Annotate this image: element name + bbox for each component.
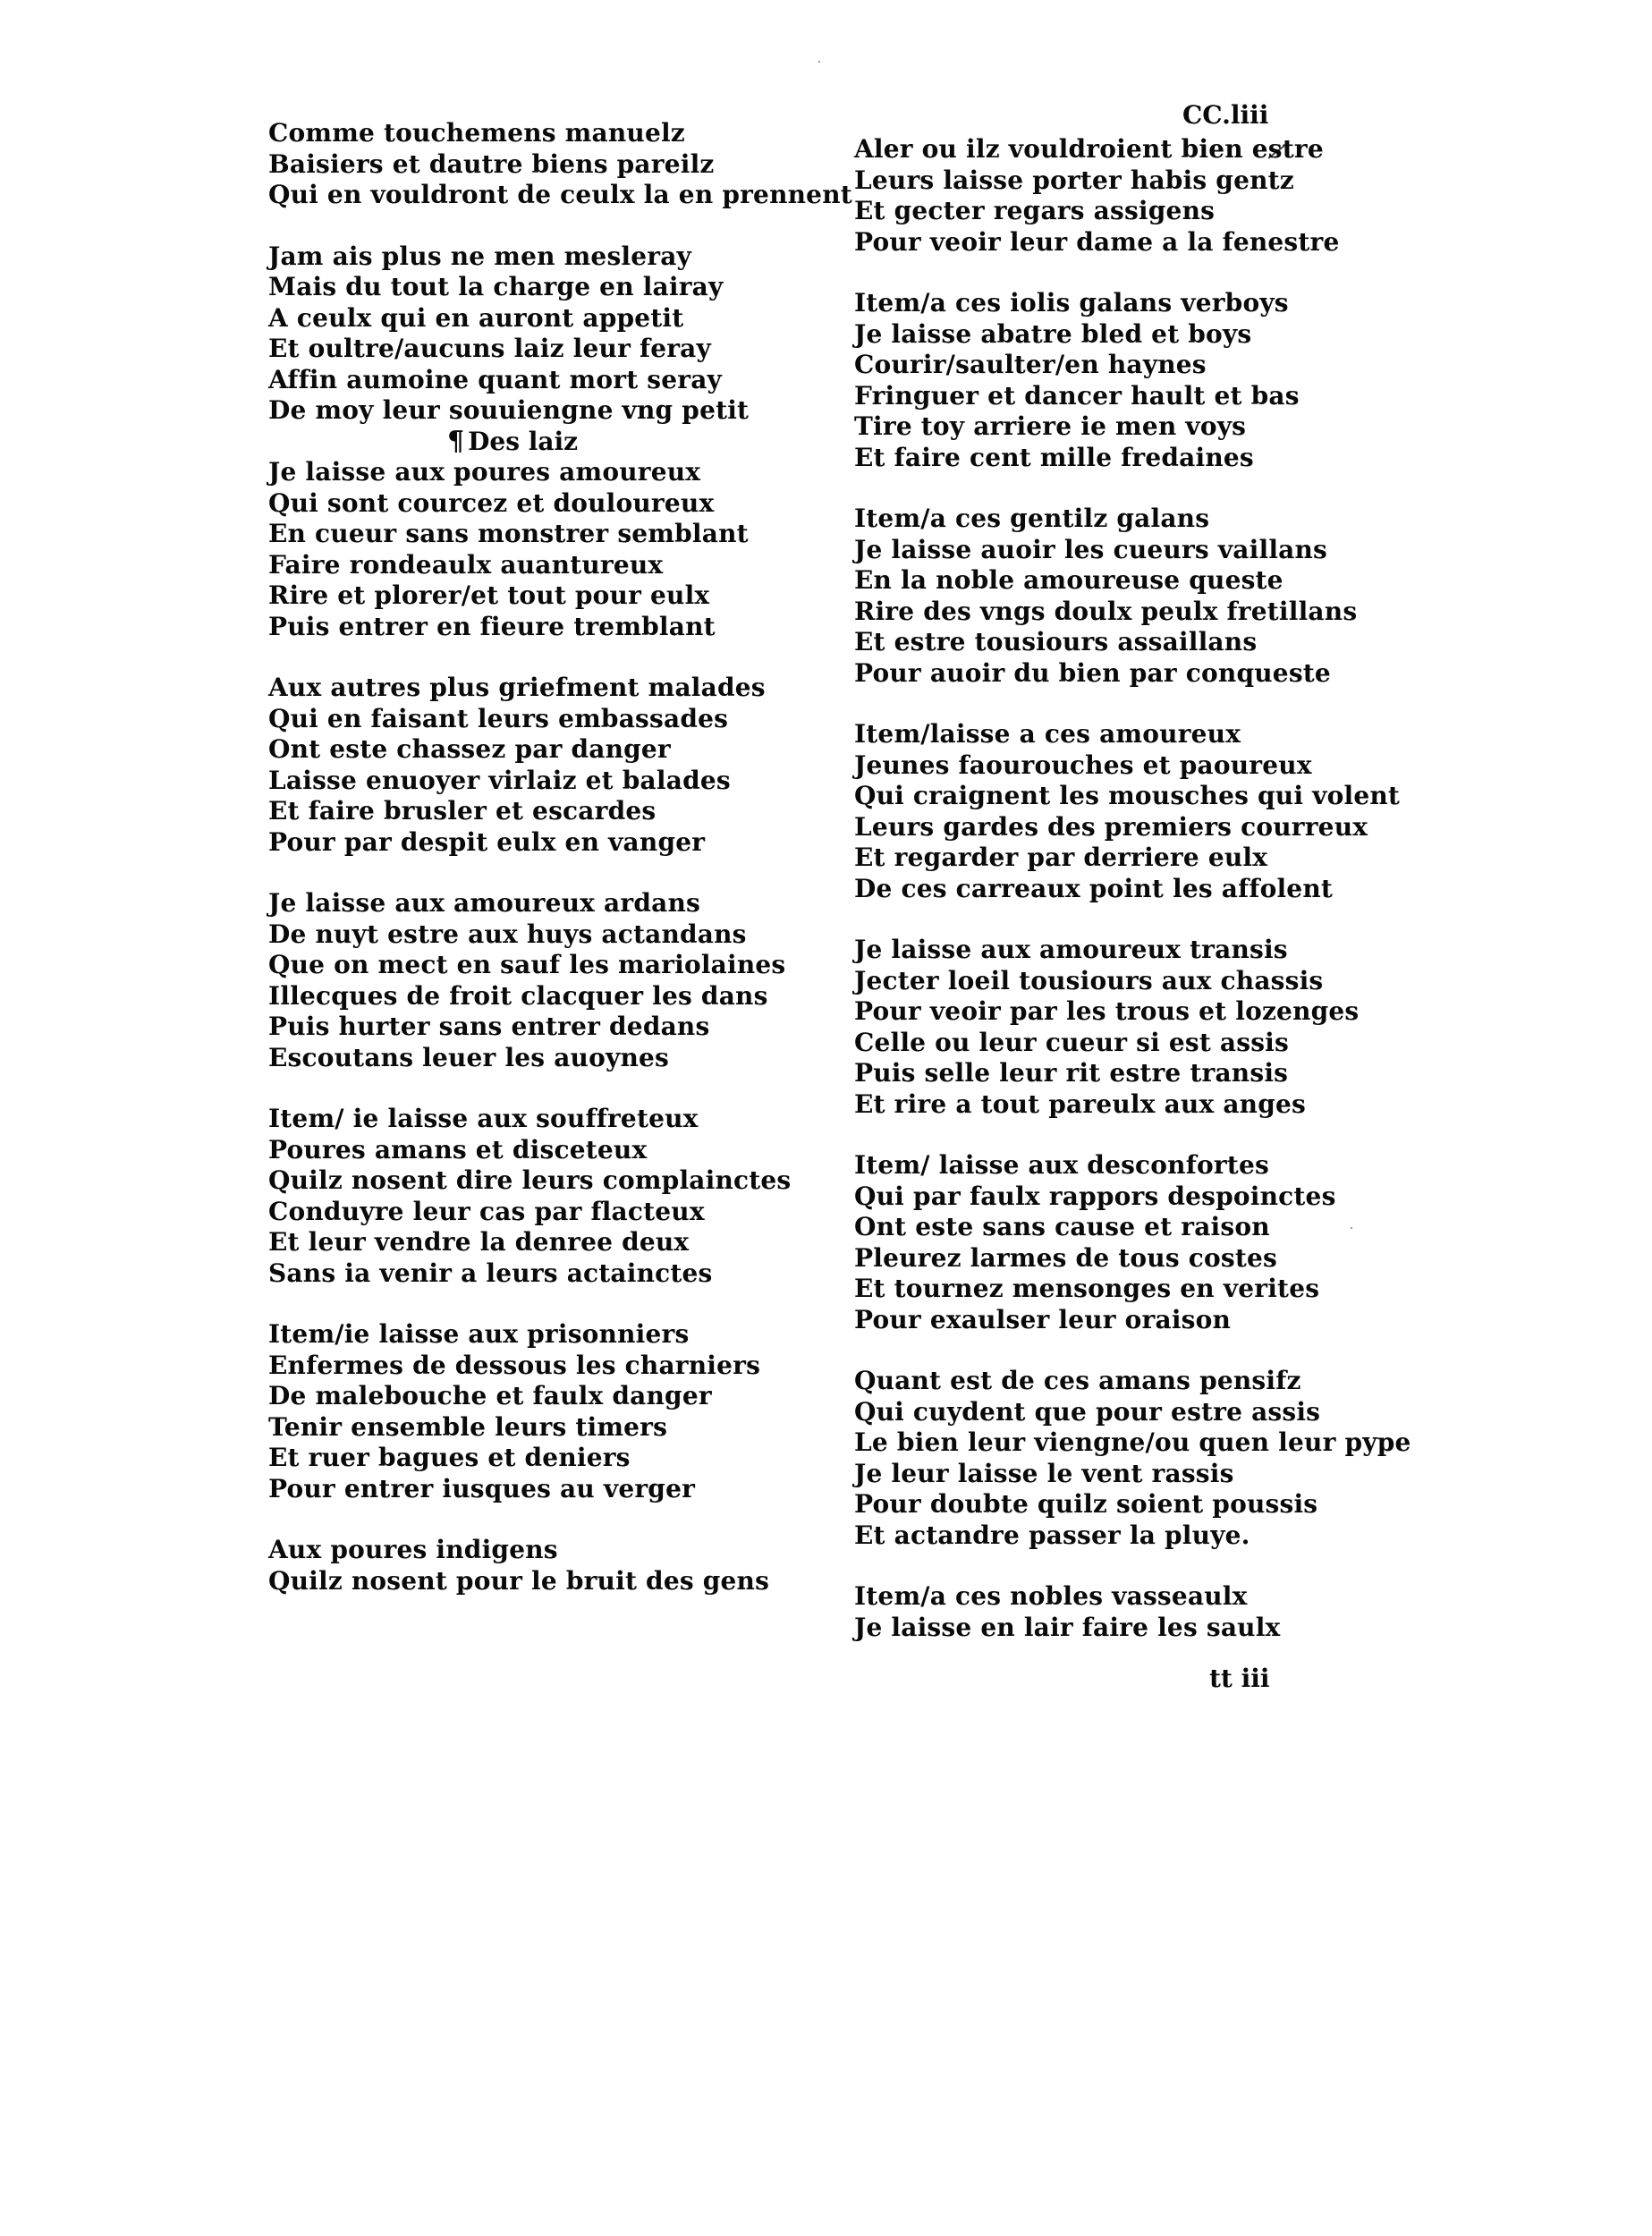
verse-line: Et estre tousiours assaillans: [854, 627, 1258, 656]
verse-line: A ceulx qui en auront appetit: [268, 302, 684, 333]
verse-line: Pleurez larmes de tous costes: [854, 1242, 1277, 1273]
verse-line: Mais du tout la charge en lairay: [268, 272, 724, 301]
verse-line: Puis selle leur rit estre transis: [854, 1058, 1289, 1088]
verse-line: Ont este chassez par danger: [268, 734, 671, 764]
verse-line: Je laisse aux amoureux ardans: [268, 888, 700, 918]
folio-number: CC.liii: [1182, 100, 1269, 130]
verse-line: En la noble amoureuse queste: [854, 565, 1283, 595]
left-column: [268, 118, 852, 1627]
verse-line: Et actandre passer la pluye.: [854, 1520, 1250, 1550]
verse-line: Et gecter regars assigens: [854, 196, 1216, 225]
verse-line: Fringuer et dancer hault et bas: [854, 380, 1300, 411]
verse-line: Item/a ces iolis galans verboys: [854, 288, 1289, 318]
verse-line: Qui en vouldront de ceulx la en prennent: [268, 180, 852, 209]
verse-line: Celle ou leur cueur si est assis: [854, 1027, 1289, 1057]
verse-line: Sans ia venir a leurs actainctes: [268, 1258, 713, 1288]
stanza: [854, 935, 1360, 1120]
verse-line: Conduyre leur cas par flacteux: [268, 1196, 705, 1226]
verse-line: De ces carreaux point les affolent: [854, 873, 1334, 903]
verse-line: Qui par faulx rappors despoinctes: [854, 1181, 1336, 1211]
verse-line: Rire et plorer/et tout pour eulx: [268, 580, 710, 610]
verse-line: Pour par despit eulx en vanger: [268, 826, 706, 857]
section-heading-text: Des laiz: [468, 426, 579, 456]
verse-line: Item/ ie laisse aux souffreteux: [268, 1104, 699, 1133]
verse-line: Item/ie laisse aux prisonniers: [268, 1319, 690, 1349]
verse-line: Puis hurter sans entrer dedans: [268, 1012, 710, 1041]
stanza: [268, 1319, 769, 1504]
verse-line: Et tournez mensonges en verites: [854, 1274, 1320, 1303]
verse-line: Jeunes faourouches et paoureux: [854, 750, 1312, 780]
stanza: [854, 288, 1355, 473]
verse-line: Escoutans leuer les auoynes: [268, 1042, 669, 1072]
verse-line: Et faire cent mille fredaines: [854, 442, 1254, 472]
verse-line: Qui cuydent que pour estre assis: [854, 1396, 1321, 1427]
stanza: [268, 1535, 769, 1597]
verse-line: Et ruer bagues et deniers: [268, 1443, 631, 1472]
verse-line: Tenir ensemble leurs timers: [268, 1411, 668, 1442]
verse-line: Rire des vngs doulx peulx fretillans: [854, 596, 1358, 626]
verse-line: Qui craignent les mousches qui volent: [854, 781, 1401, 810]
stanza: [268, 241, 769, 427]
verse-line: Quilz nosent pour le bruit des gens: [268, 1565, 770, 1596]
stanza: [268, 118, 852, 211]
verse-line: Faire rondeaulx auantureux: [268, 549, 664, 580]
verse-line: Qui sont courcez et douloureux: [268, 487, 715, 518]
verse-line: De malebouche et faulx danger: [268, 1381, 712, 1410]
verse-line: Aler ou ilz vouldroient bien estre: [854, 134, 1324, 164]
verse-line: Item/a ces gentilz galans: [854, 504, 1210, 533]
verse-line: Je laisse aux poures amoureux: [268, 457, 701, 487]
speck: [818, 61, 820, 63]
verse-line: En cueur sans monstrer semblant: [268, 519, 749, 548]
verse-line: Comme touchemens manuelz: [268, 118, 685, 148]
verse-line: Ont este sans cause et raison: [854, 1212, 1270, 1241]
verse-line: Pour exaulser leur oraison: [854, 1304, 1232, 1334]
verse-line: Laisse enuoyer virlaiz et balades: [268, 765, 731, 795]
right-column: [854, 134, 1411, 1673]
verse-line: Le bien leur viengne/ou quen leur pype: [854, 1427, 1411, 1457]
verse-line: Pour veoir leur dame a la fenestre: [854, 226, 1340, 257]
verse-line: Illecques de froit clacquer les dans: [268, 980, 768, 1011]
verse-line: Je laisse en lair faire les saulx: [854, 1612, 1281, 1642]
verse-line: De nuyt estre aux huys actandans: [268, 919, 747, 949]
verse-line: Je leur laisse le vent rassis: [854, 1458, 1234, 1488]
verse-line: Courir/saulter/en haynes: [854, 350, 1207, 379]
verse-line: Affin aumoine quant mort seray: [268, 364, 723, 394]
stanza: [854, 719, 1401, 904]
verse-line: Tire toy arriere ie men voys: [854, 411, 1247, 441]
verse-line: Jecter loeil tousiours aux chassis: [854, 965, 1324, 995]
verse-line: Item/ laisse aux desconfortes: [854, 1150, 1269, 1180]
signature-mark: tt iii: [1209, 1664, 1270, 1693]
verse-line: Pour veoir par les trous et lozenges: [854, 996, 1360, 1026]
verse-line: Baisiers et dautre biens pareilz: [268, 148, 715, 179]
verse-line: Poures amans et disceteux: [268, 1134, 648, 1165]
verse-line: Je laisse abatre bled et boys: [854, 318, 1252, 349]
stanza: [268, 673, 769, 858]
speck: [1351, 1227, 1352, 1229]
verse-line: Item/laisse a ces amoureux: [854, 719, 1241, 749]
verse-line: Pour doubte quilz soient poussis: [854, 1489, 1318, 1519]
stanza: [854, 1581, 1355, 1643]
verse-line: Pour entrer iusques au verger: [268, 1473, 696, 1503]
verse-line: Puis entrer en fieure tremblant: [268, 611, 716, 641]
verse-line: Item/a ces nobles vasseaulx: [854, 1581, 1248, 1611]
verse-line: Leurs laisse porter habis gentz: [854, 165, 1294, 195]
verse-line: Aux poures indigens: [268, 1535, 558, 1564]
stanza: [268, 427, 769, 643]
verse-line: Jam ais plus ne men mesleray: [268, 241, 692, 271]
stanza: [268, 888, 786, 1073]
verse-line: Que on mect en sauf les mariolaines: [268, 950, 786, 979]
verse-line: Aux autres plus griefment malades: [268, 673, 766, 702]
stanza: [854, 1366, 1411, 1551]
stanza: [854, 1150, 1355, 1335]
verse-line: Quilz nosent dire leurs complainctes: [268, 1165, 792, 1195]
verse-line: Je laisse auoir les cueurs vaillans: [854, 534, 1328, 564]
verse-line: Et rire a tout pareulx aux anges: [854, 1088, 1306, 1119]
verse-line: Qui en faisant leurs embassades: [268, 703, 729, 733]
verse-line: Je laisse aux amoureux transis: [854, 935, 1288, 964]
verse-line: Enfermes de dessous les charniers: [268, 1350, 761, 1380]
verse-line: Et oultre/aucuns laiz leur feray: [268, 334, 711, 363]
stanza: [854, 134, 1355, 258]
stanza: [854, 504, 1358, 689]
verse-line: Quant est de ces amans pensifz: [854, 1366, 1301, 1395]
verse-line: Et regarder par derriere eulx: [854, 843, 1268, 872]
verse-line: Leurs gardes des premiers courreux: [854, 811, 1368, 842]
pilcrow-icon: ¶: [447, 425, 465, 457]
verse-line: Et faire brusler et escardes: [268, 796, 657, 826]
stanza: [268, 1104, 792, 1289]
verse-line: Et leur vendre la denree deux: [268, 1227, 690, 1257]
verse-line: Pour auoir du bien par conqueste: [854, 657, 1331, 688]
section-heading: [268, 427, 769, 458]
verse-line: De moy leur souuiengne vng petit: [268, 395, 750, 425]
